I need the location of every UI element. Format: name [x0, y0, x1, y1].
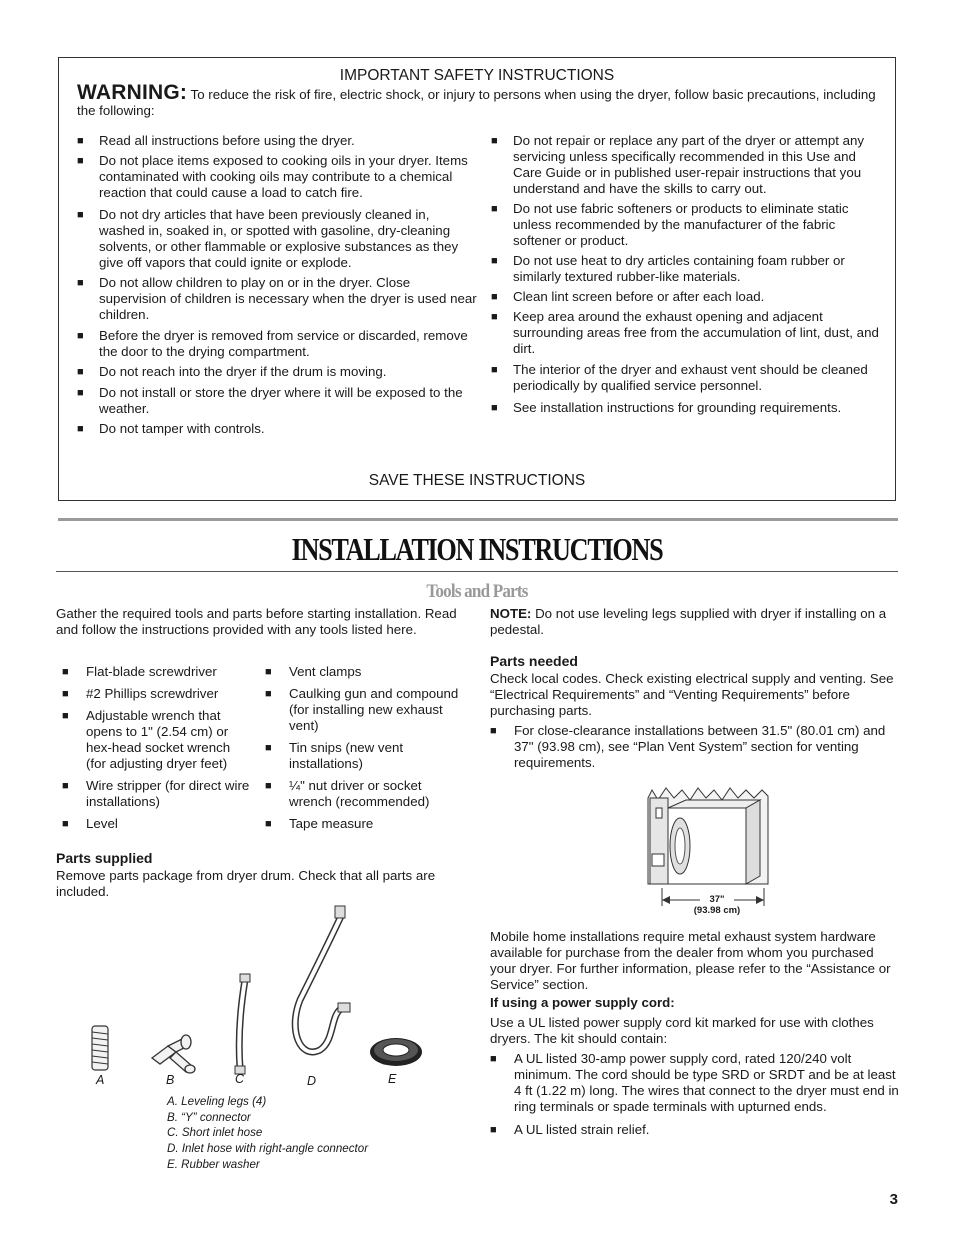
divider [56, 571, 898, 572]
page-number: 3 [889, 1191, 898, 1208]
list-item: ■ Keep area around the exhaust opening and adjacent surrounding areas free from the accumulation of lint, dust, and dirt. [491, 309, 883, 357]
list-item: ■ Clean lint screen before or after each load. [491, 289, 883, 305]
save-instructions: SAVE THESE INSTRUCTIONS [368, 472, 586, 489]
short-inlet-hose-icon [235, 974, 250, 1074]
list-item: ■ #2 Phillips screwdriver [62, 686, 252, 702]
list-item: ■ Do not use fabric softeners or products to eliminate static unless recommended by the manufacturer of the fabric softener or product. [491, 201, 883, 249]
power-cord-list [490, 1051, 900, 1138]
note [490, 606, 900, 638]
power-cord-heading: If using a power supply cord: [490, 995, 675, 1010]
part-letter-b: B [166, 1073, 175, 1087]
list-item: ■ Do not allow children to play on or in the dryer. Close supervision of children is necessary when the dryer is used near children. [77, 275, 477, 323]
list-item: ■ A UL listed 30-amp power supply cord, rated 120/240 volt minimum. The cord should be type SRD or SRDT and be at least 4 ft (1.22 m) long. The wires that connect to the dryer must end in ring terminals or spade terminals with upturned ends. [490, 1051, 900, 1115]
safety-title: IMPORTANT SAFETY INSTRUCTIONS [339, 67, 615, 84]
y-connector-icon [152, 1035, 195, 1073]
tools-list-2 [265, 664, 461, 832]
list-item: ■ Do not use heat to dry articles containing foam rubber or similarly textured rubber-like materials. [491, 253, 883, 285]
list-item: ■ Caulking gun and compound (for installing new exhaust vent) [265, 686, 461, 734]
safety-list-left [77, 133, 477, 437]
warning-word: WARNING: [77, 81, 188, 104]
warning-text: To reduce the risk of fire, electric shock, or injury to persons when using the dryer, follow basic precautions, including the following: [77, 87, 876, 118]
list-item: ■ Do not tamper with controls. [77, 421, 477, 437]
part-letter-d: D [307, 1074, 317, 1088]
leveling-leg-icon [92, 1026, 108, 1070]
parts-illustration [80, 900, 440, 1080]
dimension-cm: (93.98 cm) [693, 905, 741, 916]
list-item: ■ Wire stripper (for direct wire installations) [62, 778, 252, 810]
list-item: ■ For close-clearance installations between 31.5" (80.01 cm) and 37" (93.98 cm), see “Plan Vent System” section for venting requirements. [490, 723, 890, 771]
caption-line: B. “Y” connector [167, 1110, 251, 1124]
note-text: Do not use leveling legs supplied with dryer if installing on a pedestal. [490, 606, 887, 637]
parts-supplied-heading: Parts supplied [56, 850, 153, 866]
list-item: ■ Do not repair or replace any part of the dryer or attempt any servicing unless specifically recommended in this Use and Care Guide or in published user-repair instructions that you understand and have the skills to carry out. [491, 133, 883, 197]
caption-line: E. Rubber washer [167, 1157, 260, 1171]
part-letter-c: C [235, 1072, 245, 1086]
note-label: NOTE: [490, 606, 532, 621]
parts-caption [167, 1094, 368, 1173]
parts-needed-heading: Parts needed [490, 653, 578, 669]
safety-list-right [491, 133, 883, 416]
caption-line: A. Leveling legs (4) [167, 1095, 267, 1108]
list-item: ■ See installation instructions for grounding requirements. [491, 400, 883, 416]
power-cord-text: Use a UL listed power supply cord kit marked for use with clothes dryers. The kit should contain: [490, 1015, 874, 1046]
list-item: ■ Do not reach into the dryer if the drum is moving. [77, 364, 477, 380]
rubber-washer-icon [370, 1038, 422, 1066]
warning-paragraph [77, 81, 877, 119]
list-item: ■ Do not install or store the dryer where it will be exposed to the weather. [77, 385, 477, 417]
dimension-inches: 37" [700, 894, 734, 905]
list-item: ■ Flat-blade screwdriver [62, 664, 252, 680]
list-item: ■ Before the dryer is removed from service or discarded, remove the door to the drying compartment. [77, 328, 477, 360]
list-item: ■ Vent clamps [265, 664, 461, 680]
clearance-list [490, 723, 890, 771]
caption-line: C. Short inlet hose [167, 1126, 263, 1140]
list-item: ■ Adjustable wrench that opens to 1" (2.54 cm) or hex-head socket wrench (for adjusting dryer feet) [62, 708, 252, 772]
parts-needed-text: Check local codes. Check existing electrical supply and venting. See “Electrical Requirements” and “Venting Requirements” before purchasing parts. [490, 671, 894, 718]
list-item: ■ The interior of the dryer and exhaust vent should be cleaned periodically by qualified service personnel. [491, 362, 883, 394]
part-letter-a: A [96, 1073, 105, 1087]
list-item: ■ Tin snips (new vent installations) [265, 740, 461, 772]
part-letter-e: E [388, 1072, 397, 1086]
divider [58, 518, 898, 521]
list-item: ■ ¼" nut driver or socket wrench (recommended) [265, 778, 461, 810]
list-item: ■ Read all instructions before using the dryer. [77, 133, 477, 149]
list-item: ■ Do not place items exposed to cooking oils in your dryer. Items contaminated with cooking oils may contribute to a chemical reaction that could cause a load to catch fire. [77, 153, 477, 201]
section-title: Tools and Parts [426, 581, 528, 602]
inlet-hose-icon [295, 906, 350, 1052]
mobile-home-text: Mobile home installations require metal exhaust system hardware available for purchase from the dealer from whom you purchased your dryer. For further information, please refer to the “Assistance or Service” section. [490, 929, 891, 992]
list-item: ■ Tape measure [265, 816, 461, 832]
tools-list-1 [62, 664, 252, 832]
parts-supplied-text: Remove parts package from dryer drum. Check that all parts are included. [56, 868, 436, 899]
tools-intro: Gather the required tools and parts before starting installation. Read and follow the instructions provided with any tools listed here. [56, 606, 457, 637]
list-item: ■ Level [62, 816, 252, 832]
page-title: INSTALLATION INSTRUCTIONS [291, 531, 663, 567]
list-item: ■ Do not dry articles that have been previously cleaned in, washed in, soaked in, or spotted with gasoline, dry-cleaning solvents, or other flammable or explosive substances as they give off vapors that could ignite or explode. [77, 207, 477, 271]
safety-box [58, 57, 896, 501]
list-item: ■ A UL listed strain relief. [490, 1122, 900, 1138]
caption-line: D. Inlet hose with right-angle connector [167, 1142, 369, 1156]
